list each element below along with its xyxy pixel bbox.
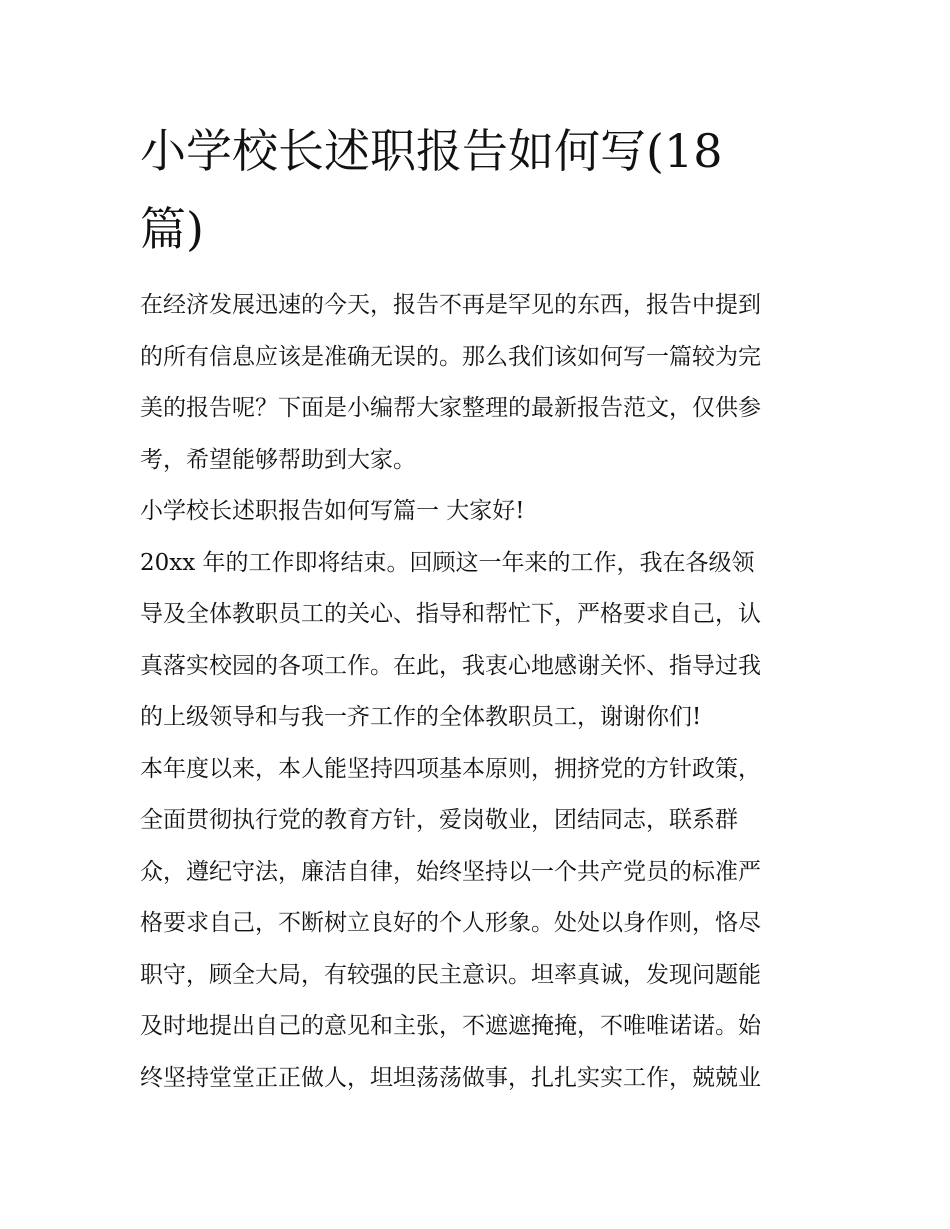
body-line-6: 20xx 年的工作即将结束。回顾这一年来的工作，我在各级领 (140, 549, 755, 576)
body-line-12: 众，遵纪守法，廉洁自律，始终坚持以一个共产党员的标准严 (140, 858, 761, 885)
body-line-2: 的所有信息应该是准确无误的。那么我们该如何写一篇较为完 (140, 343, 761, 370)
document-body (140, 280, 820, 1104)
section-heading-line: 小学校长述职报告如何写篇一 大家好! (140, 498, 525, 524)
title-line-1: 小学校长述职报告如何写(18 (140, 124, 723, 178)
body-line-16: 终坚持堂堂正正做人，坦坦荡荡做事，扎扎实实工作，兢兢业 (140, 1064, 761, 1091)
body-line-8: 真落实校园的各项工作。在此，我衷心地感谢关怀、指导过我 (140, 652, 761, 679)
body-line-4: 考，希望能够帮助到大家。 (140, 446, 416, 473)
body-line-7: 导及全体教职员工的关心、指导和帮忙下，严格要求自己，认 (140, 601, 761, 627)
body-line-3: 美的报告呢？下面是小编帮大家整理的最新报告范文，仅供参 (140, 395, 761, 421)
body-line-10: 本年度以来，本人能坚持四项基本原则，拥挤党的方针政策， (140, 755, 761, 782)
body-line-14: 职守，顾全大局，有较强的民主意识。坦率真诚，发现问题能 (140, 961, 761, 988)
body-line-15: 及时地提出自己的意见和主张，不遮遮掩掩，不唯唯诺诺。始 (140, 1013, 761, 1039)
title-line-2: 篇) (140, 202, 204, 256)
body-line-1: 在经济发展迅速的今天，报告不再是罕见的东西，报告中提到 (140, 292, 761, 318)
body-line-11: 全面贯彻执行党的教育方针，爱岗敬业，团结同志，联系群 (140, 807, 738, 833)
document-title (140, 112, 780, 268)
body-line-9: 的上级领导和与我一齐工作的全体教职员工，谢谢你们! (140, 704, 702, 730)
body-line-13: 格要求自己，不断树立良好的个人形象。处处以身作则，恪尽 (140, 910, 761, 936)
